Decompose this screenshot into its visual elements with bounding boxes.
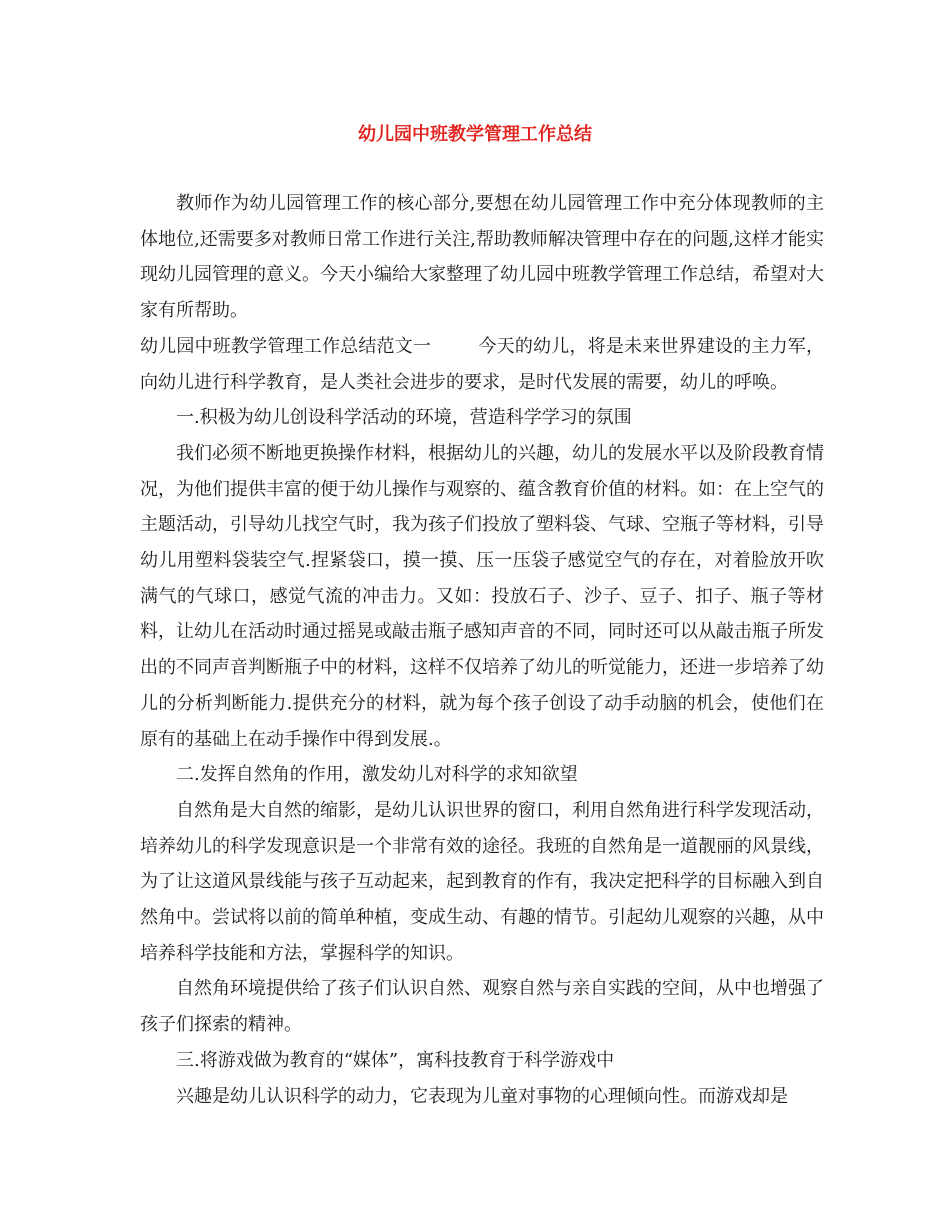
paragraph-sample-heading: 幼儿园中班教学管理工作总结范文一 今天的幼儿，将是未来世界建设的主力军，向幼儿进行科学教育，是人类社会进步的要求，是时代发展的需要，幼儿的呼唤。 xyxy=(140,335,824,393)
paragraph-section-1: 我们必须不断地更换操作材料，根据幼儿的兴趣，幼儿的发展水平以及阶段教育情况，为他们提供丰富的便于幼儿操作与观察的、蕴含教育价值的材料。如：在上空气的主题活动，引导幼儿找空气时，我为孩子们投放了塑料袋、气球、空瓶子等材料，引导幼儿用塑料袋装空气.捏紧袋口，摸一摸、压一压袋子感觉空气的存在，对着脸放开吹满气的气球口，感觉气流的冲击力。又如：投放石子、沙子、豆子、扣子、瓶子等材料，让幼儿在活动时通过摇晃或敲击瓶子感知声音的不同，同时还可以从敲击瓶子所发出的不同声音判断瓶子中的材料，这样不仅培养了幼儿的听觉能力，还进一步培养了幼儿的分析判断能力.提供充分的材料，就为每个孩子创设了动手动脑的机会，使他们在原有的基础上在动手操作中得到发展.。 xyxy=(140,442,824,750)
paragraph-section-3: 兴趣是幼儿认识科学的动力，它表现为儿童对事物的心理倾向性。而游戏却是 xyxy=(176,1085,788,1107)
document-title: 幼儿园中班教学管理工作总结 xyxy=(358,124,592,145)
document-body xyxy=(140,186,824,1114)
paragraph-section-2a: 自然角是大自然的缩影，是幼儿认识世界的窗口，利用自然角进行科学发现活动，培养幼儿的科学发现意识是一个非常有效的途径。我班的自然角是一道靓丽的风景线，为了让这道风景线能与孩子互动起来，起到教育的作有，我决定把科学的目标融入到自然角中。尝试将以前的简单种植，变成生动、有趣的情节。引起幼儿观察的兴趣，从中培养科学技能和方法，掌握科学的知识。 xyxy=(140,799,824,964)
paragraph-intro: 教师作为幼儿园管理工作的核心部分,要想在幼儿园管理工作中充分体现教师的主体地位,还需要多对教师日常工作进行关注,帮助教师解决管理中存在的问题,这样才能实现幼儿园管理的意义。今天小编给大家整理了幼儿园中班教学管理工作总结，希望对大家有所帮助。 xyxy=(140,193,824,322)
section-heading-2: 二.发挥自然角的作用，激发幼儿对科学的求知欲望 xyxy=(176,764,578,786)
section-heading-1: 一.积极为幼儿创设科学活动的环境，营造科学学习的氛围 xyxy=(176,407,632,429)
section-heading-3: 三.将游戏做为教育的“媒体”，寓科技教育于科学游戏中 xyxy=(176,1049,615,1071)
paragraph-section-2b: 自然角环境提供给了孩子们认识自然、观察自然与亲自实践的空间，从中也增强了孩子们探索的精神。 xyxy=(140,978,824,1036)
